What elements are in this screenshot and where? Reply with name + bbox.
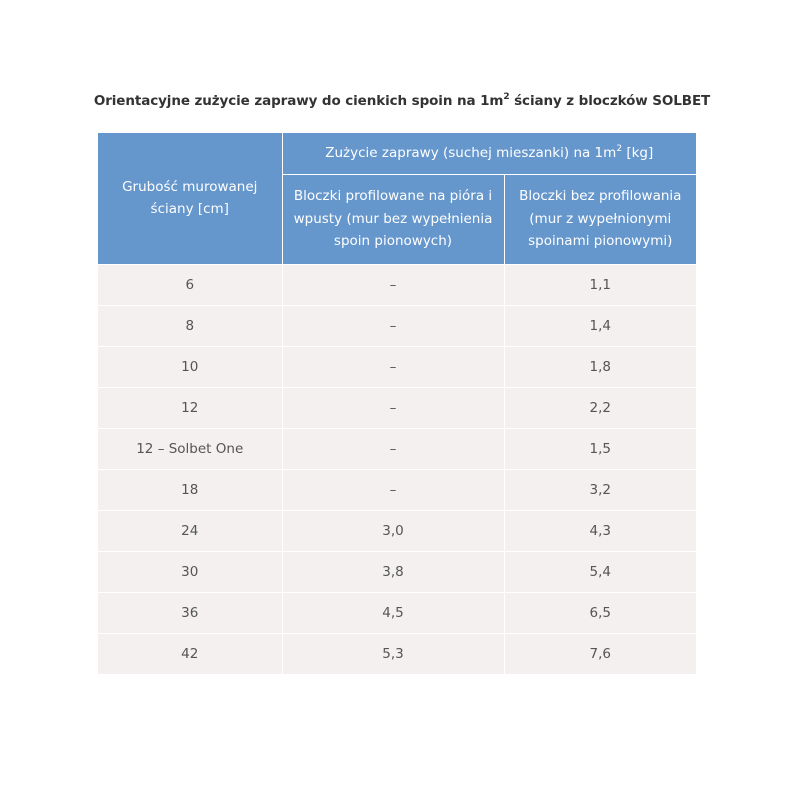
table-row [98,551,696,592]
table-row [98,469,696,510]
header-mortar-consumption-unit: [kg] [622,145,654,161]
cell-thickness: 10 [98,346,282,387]
header-profiled-blocks: Bloczki profilowane na pióra i wpusty (mur bez wypełnienia spoin pionowych) [282,174,504,264]
cell-profiled: – [282,264,504,305]
cell-profiled: 3,8 [282,551,504,592]
cell-thickness: 42 [98,633,282,674]
mortar-consumption-table [98,133,696,675]
cell-unprofiled: 1,1 [504,264,696,305]
cell-unprofiled: 1,5 [504,428,696,469]
cell-profiled: – [282,428,504,469]
cell-profiled: 5,3 [282,633,504,674]
table-title-text-end: ściany z bloczków SOLBET [509,93,711,109]
table-row [98,305,696,346]
table-row [98,387,696,428]
cell-unprofiled: 3,2 [504,469,696,510]
table-title-text: Orientacyjne zużycie zaprawy do cienkich spoin na 1m [93,93,504,109]
cell-profiled: 4,5 [282,592,504,633]
cell-unprofiled: 5,4 [504,551,696,592]
cell-thickness: 8 [98,305,282,346]
cell-thickness: 12 – Solbet One [98,428,282,469]
cell-thickness: 24 [98,510,282,551]
cell-unprofiled: 2,2 [504,387,696,428]
header-mortar-consumption-superscript: 2 [616,143,623,154]
cell-unprofiled: 4,3 [504,510,696,551]
table-title-superscript: 2 [503,91,510,102]
cell-unprofiled: 1,4 [504,305,696,346]
cell-unprofiled: 6,5 [504,592,696,633]
cell-unprofiled: 7,6 [504,633,696,674]
header-row-top [98,133,696,174]
cell-thickness: 18 [98,469,282,510]
header-mortar-consumption [282,133,696,174]
header-mortar-consumption-text: Zużycie zaprawy (suchej mieszanki) na 1m [325,145,617,161]
header-unprofiled-blocks: Bloczki bez profilowania (mur z wypełnionymi spoinami pionowymi) [504,174,696,264]
table-body [98,264,696,674]
cell-thickness: 6 [98,264,282,305]
cell-profiled: – [282,387,504,428]
table-title [0,91,804,111]
header-wall-thickness: Grubość murowanej ściany [cm] [98,133,282,264]
cell-thickness: 36 [98,592,282,633]
cell-unprofiled: 1,8 [504,346,696,387]
table-header [98,133,696,264]
table-row [98,264,696,305]
cell-profiled: – [282,346,504,387]
cell-profiled: 3,0 [282,510,504,551]
table-row [98,633,696,674]
cell-profiled: – [282,305,504,346]
table-row [98,510,696,551]
cell-profiled: – [282,469,504,510]
table-row [98,428,696,469]
table-row [98,592,696,633]
cell-thickness: 12 [98,387,282,428]
table-row [98,346,696,387]
cell-thickness: 30 [98,551,282,592]
